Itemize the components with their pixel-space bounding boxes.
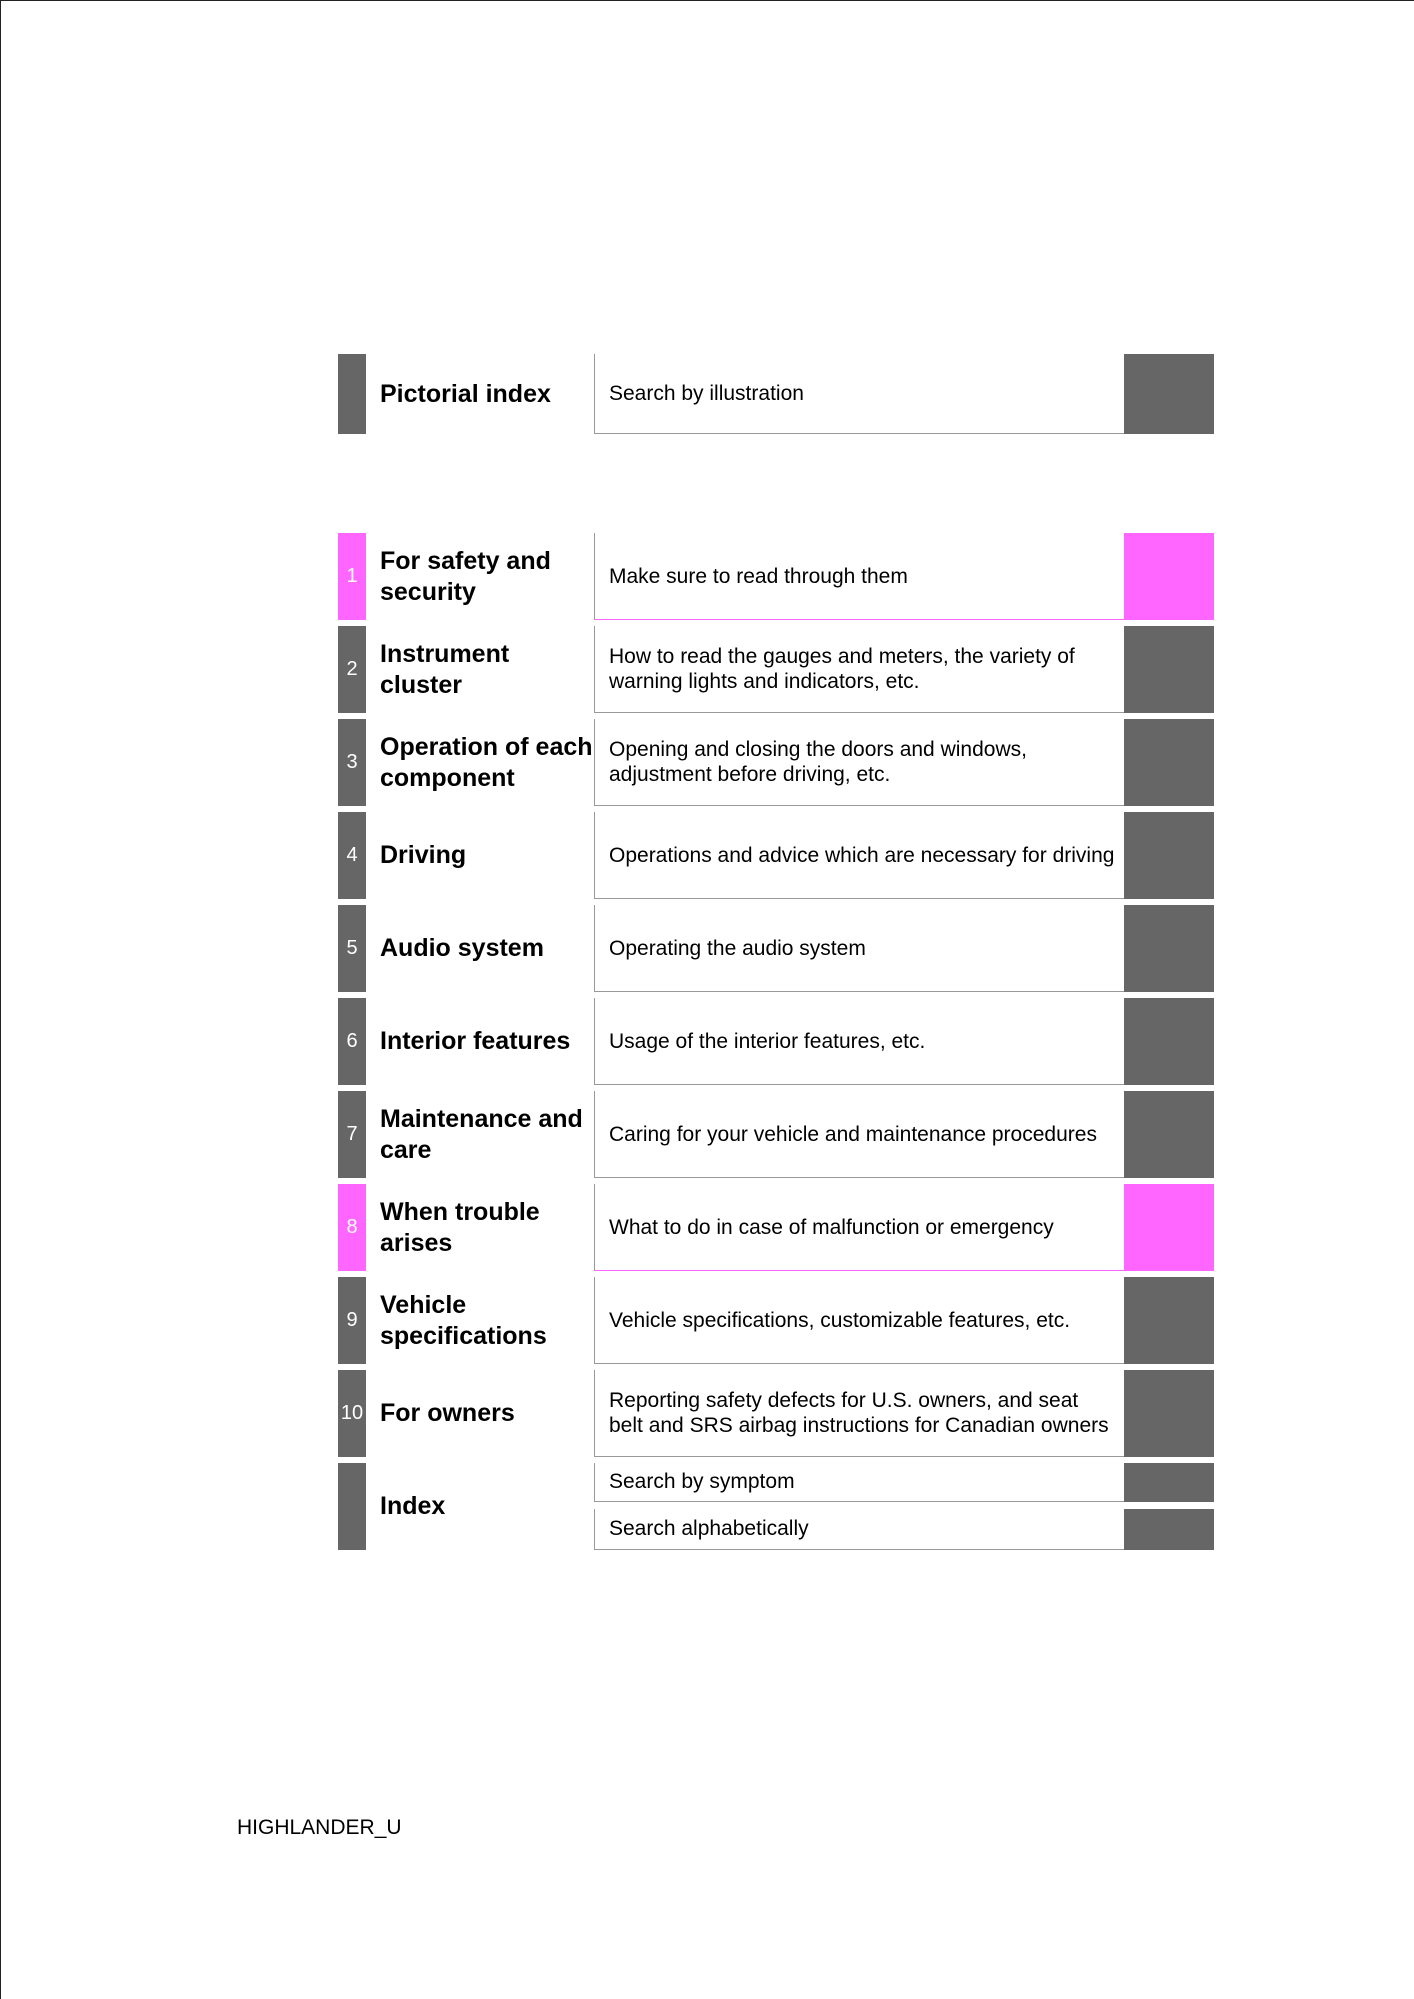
thumb-tab bbox=[1124, 812, 1214, 899]
chapter-number: 5 bbox=[338, 905, 366, 992]
chapter-row-2[interactable] bbox=[338, 626, 1214, 713]
index-title: Index bbox=[380, 1492, 446, 1520]
chapter-row-9[interactable] bbox=[338, 1277, 1214, 1364]
thumb-tab bbox=[1124, 719, 1214, 806]
chapter-description: Vehicle specifications, customizable features, etc. bbox=[594, 1277, 1124, 1364]
chapter-row-6[interactable] bbox=[338, 998, 1214, 1085]
chapter-number: 2 bbox=[338, 626, 366, 713]
index-row[interactable] bbox=[338, 1463, 1214, 1550]
chapter-description: Operations and advice which are necessary for driving bbox=[594, 812, 1124, 899]
chapter-title: Driving bbox=[380, 841, 467, 869]
chapter-row-5[interactable] bbox=[338, 905, 1214, 992]
chapter-number: 3 bbox=[338, 719, 366, 806]
chapter-title: Audio system bbox=[380, 934, 544, 962]
page-border-top bbox=[0, 0, 1414, 1]
index-alphabetically[interactable]: Search alphabetically bbox=[594, 1509, 1124, 1550]
chapter-title: Operation of each component bbox=[380, 732, 593, 792]
chapter-description: What to do in case of malfunction or emergency bbox=[594, 1184, 1124, 1271]
chapter-description: How to read the gauges and meters, the variety of warning lights and indicators, etc. bbox=[594, 626, 1124, 713]
chapter-description: Make sure to read through them bbox=[594, 533, 1124, 620]
chapter-bar bbox=[338, 1463, 366, 1550]
chapter-row-4[interactable] bbox=[338, 812, 1214, 899]
thumb-tab bbox=[1124, 1509, 1214, 1550]
thumb-tab bbox=[1124, 354, 1214, 434]
chapter-number: 4 bbox=[338, 812, 366, 899]
pictorial-index-title: Pictorial index bbox=[380, 379, 551, 408]
thumb-tab bbox=[1124, 1370, 1214, 1457]
chapter-title: When trouble arises bbox=[380, 1197, 540, 1257]
chapter-title: Instrument cluster bbox=[380, 639, 510, 699]
thumb-tab bbox=[1124, 1277, 1214, 1364]
chapter-title: Maintenance and care bbox=[380, 1104, 583, 1164]
chapter-title: For safety and security bbox=[380, 546, 551, 606]
chapter-description: Reporting safety defects for U.S. owners, and seat belt and SRS airbag instructions for Canadian owners bbox=[594, 1370, 1124, 1457]
thumb-tab bbox=[1124, 905, 1214, 992]
thumb-tab bbox=[1124, 998, 1214, 1085]
chapter-description: Opening and closing the doors and windows, adjustment before driving, etc. bbox=[594, 719, 1124, 806]
chapter-title: For owners bbox=[380, 1399, 515, 1427]
pictorial-index-row[interactable] bbox=[338, 354, 1214, 434]
index-by-symptom[interactable]: Search by symptom bbox=[594, 1463, 1124, 1502]
chapter-row-1[interactable] bbox=[338, 533, 1214, 620]
chapter-description: Operating the audio system bbox=[594, 905, 1124, 992]
chapter-number: 8 bbox=[338, 1184, 366, 1271]
thumb-tab bbox=[1124, 1091, 1214, 1178]
chapter-number: 10 bbox=[338, 1370, 366, 1457]
footer-model-code: HIGHLANDER_U bbox=[237, 1816, 402, 1839]
pictorial-index-description: Search by illustration bbox=[594, 354, 1124, 434]
thumb-tab bbox=[1124, 533, 1214, 620]
chapter-number: 6 bbox=[338, 998, 366, 1085]
thumb-tab bbox=[1124, 1184, 1214, 1271]
chapter-row-3[interactable] bbox=[338, 719, 1214, 806]
chapter-number: 9 bbox=[338, 1277, 366, 1364]
chapter-description: Usage of the interior features, etc. bbox=[594, 998, 1124, 1085]
chapter-row-8[interactable] bbox=[338, 1184, 1214, 1271]
chapter-row-10[interactable] bbox=[338, 1370, 1214, 1457]
page-border-left bbox=[0, 0, 1, 1999]
chapter-bar bbox=[338, 354, 366, 434]
chapter-row-7[interactable] bbox=[338, 1091, 1214, 1178]
chapter-description: Caring for your vehicle and maintenance procedures bbox=[594, 1091, 1124, 1178]
thumb-tab bbox=[1124, 1463, 1214, 1502]
chapter-number: 1 bbox=[338, 533, 366, 620]
thumb-tab bbox=[1124, 626, 1214, 713]
chapter-number: 7 bbox=[338, 1091, 366, 1178]
chapter-title: Vehicle specifications bbox=[380, 1290, 547, 1350]
chapter-title: Interior features bbox=[380, 1027, 571, 1055]
